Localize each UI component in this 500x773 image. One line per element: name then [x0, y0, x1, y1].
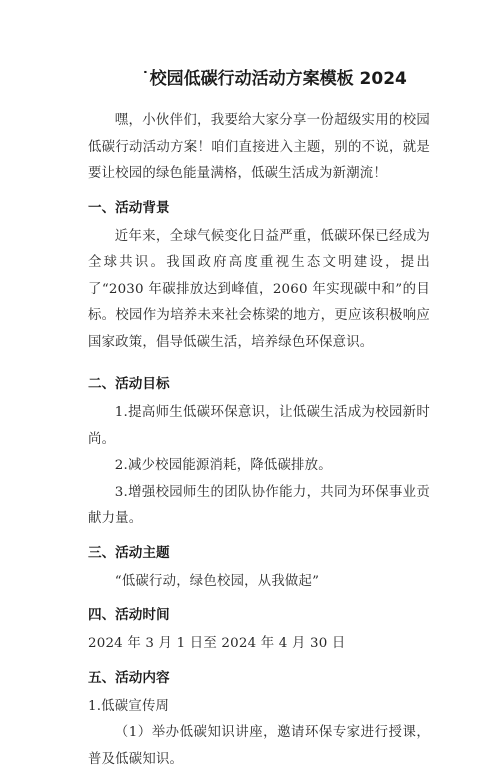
intro-paragraph: 嘿，小伙伴们，我要给大家分享一份超级实用的校园低碳行动活动方案！咱们直接进入主题，别的不说，就是要让校园的绿色能量满格，低碳生活成为新潮流！ [88, 113, 430, 181]
section-heading-background: 一、活动背景 [88, 199, 170, 216]
goal-item: 1.提高师生低碳环保意识，让低碳生活成为校园新时尚。 [88, 405, 430, 447]
document-title: ˙校园低碳行动活动方案模板 2024 [141, 69, 407, 89]
section-heading-content: 五、活动内容 [88, 669, 170, 686]
goal-item: 3.增强校园师生的团队协作能力，共同为环保事业贡献力量。 [88, 484, 430, 526]
section-heading-goals: 二、活动目标 [88, 376, 170, 392]
section-heading-time: 四、活动时间 [88, 607, 170, 623]
content-item: 1.低碳宣传周 [88, 698, 170, 714]
activity-time: 2024 年 3 月 1 日至 2024 年 4 月 30 日 [88, 636, 346, 651]
theme-slogan: “低碳行动，绿色校园，从我做起” [114, 573, 320, 589]
goal-item: 2.减少校园能源消耗，降低碳排放。 [114, 458, 332, 473]
section-heading-theme: 三、活动主题 [88, 544, 170, 561]
background-paragraph: 近年来，全球气候变化日益严重，低碳环保已经成为全球共识。我国政府高度重视生态文明建设，提出了“2030 年碳排放达到峰值，2060 年实现碳中和”的目标。校园作为培养未来社会栋梁的地方，更应该积极响应国家政策，倡导低碳生活，培养绿色环保意识。 [88, 228, 430, 350]
content-subitem: （1）举办低碳知识讲座，邀请环保专家进行授课，普及低碳知识。 [88, 725, 430, 767]
